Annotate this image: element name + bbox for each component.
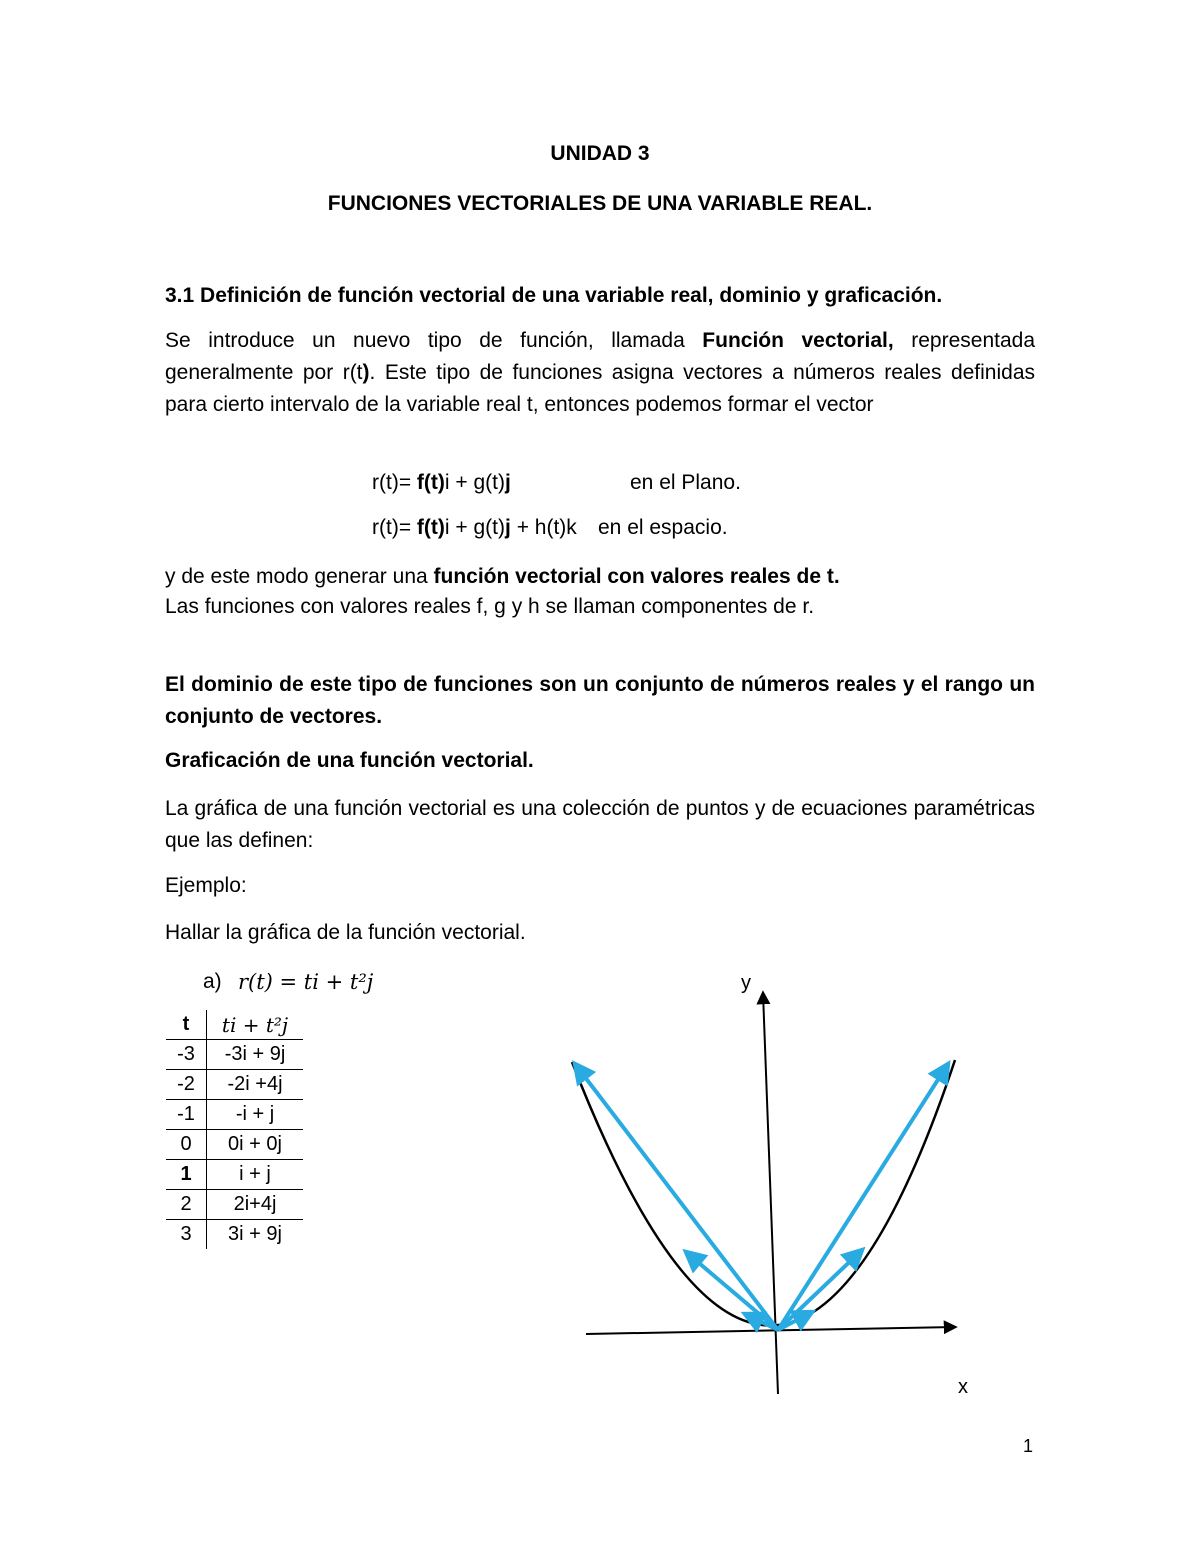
mode-sentence [165,561,840,593]
unit-title: UNIDAD 3 [550,142,650,165]
values-table [166,1010,303,1249]
formula-plane-j: j [505,471,511,494]
table-cell-t: -3 [166,1040,207,1070]
table-cell-v: 3i + 9j [207,1220,304,1250]
graph-heading: Graficación de una función vectorial. [165,749,534,772]
item-label: a) [203,970,222,993]
formula-space [372,512,577,544]
page-number: 1 [1023,1436,1034,1456]
domain-paragraph: El dominio de este tipo de funciones son un conjunto de números reales y el rango un conjunto de vectores. [165,673,1035,728]
table-cell-t: -1 [166,1100,207,1130]
formula-space-rest: + h(t)k [510,516,577,539]
formula-space-label: en el espacio. [598,516,728,539]
intro-bold-paren: ) [362,361,370,384]
y-axis-label: y [741,972,751,994]
example-label: Ejemplo: [165,874,247,897]
intro-paragraph [165,325,1035,421]
table-cell-v: 0i + 0j [207,1130,304,1160]
table-row [166,1160,303,1190]
intro-text-3: . Este tipo de funciones asigna vectores a números reales definidas para cierto intervalo de la variable real t, entonces podemos formar el vector [165,361,1036,416]
table-cell-t: 0 [166,1130,207,1160]
table-row [166,1130,303,1160]
table-row [166,1070,303,1100]
x-axis-label: x [958,1376,968,1398]
table-cell-t: -2 [166,1070,207,1100]
mode-bold: función vectorial con valores reales de t. [433,565,840,588]
table-header-v: ti + t²j [207,1010,304,1040]
vector-function-graph [560,960,980,1400]
vector-t-minus-3 [575,1064,778,1330]
formula-space-j: j [505,516,511,539]
item-formula: r(t) = ti + t²j [238,970,374,994]
formula-plane-label: en el Plano. [630,471,741,494]
formula-plane-mid: i + g(t) [444,471,506,494]
table-row [166,1100,303,1130]
intro-text-2: representada generalmente por r(t [165,329,1035,384]
chapter-title: FUNCIONES VECTORIALES DE UNA VARIABLE REAL. [327,192,873,215]
table-cell-v: -2i +4j [207,1070,304,1100]
components-sentence: Las funciones con valores reales f, g y h se llaman componentes de r. [165,595,815,618]
section-heading: 3.1 Definición de función vectorial de una variable real, dominio y graficación. [165,284,943,307]
table-cell-t: 2 [166,1190,207,1220]
table-cell-t: 3 [166,1220,207,1250]
formula-plane [372,467,511,499]
vector-t-3 [778,1064,948,1330]
formula-space-mid: i + g(t) [444,516,506,539]
table-header-t: t [166,1010,207,1040]
graph-paragraph: La gráfica de una función vectorial es una colección de puntos y de ecuaciones paramétricas que las definen: [165,797,1035,852]
table-cell-v: -i + j [207,1100,304,1130]
table-header-row [166,1010,303,1040]
table-cell-t: 1 [166,1160,207,1190]
formula-space-f: f(t) [416,516,445,539]
position-vectors [575,1064,948,1330]
mode-text: y de este modo generar una [165,565,434,588]
formula-plane-f: f(t) [416,471,445,494]
table-cell-v: i + j [207,1160,304,1190]
values-table-wrapper [166,1010,303,1249]
table-cell-v: 2i+4j [207,1190,304,1220]
intro-text-1: Se introduce un nuevo tipo de función, llamada [165,329,703,352]
table-row [166,1220,303,1250]
task-sentence: Hallar la gráfica de la función vectorial. [165,921,526,944]
formula-plane-lhs: r(t)= [372,471,417,494]
y-axis [763,993,778,1394]
table-row [166,1040,303,1070]
table-cell-v: -3i + 9j [207,1040,304,1070]
intro-bold-term: Función vectorial, [702,329,894,352]
table-row [166,1190,303,1220]
parabola-curve [572,1060,955,1326]
formula-space-lhs: r(t)= [372,516,417,539]
